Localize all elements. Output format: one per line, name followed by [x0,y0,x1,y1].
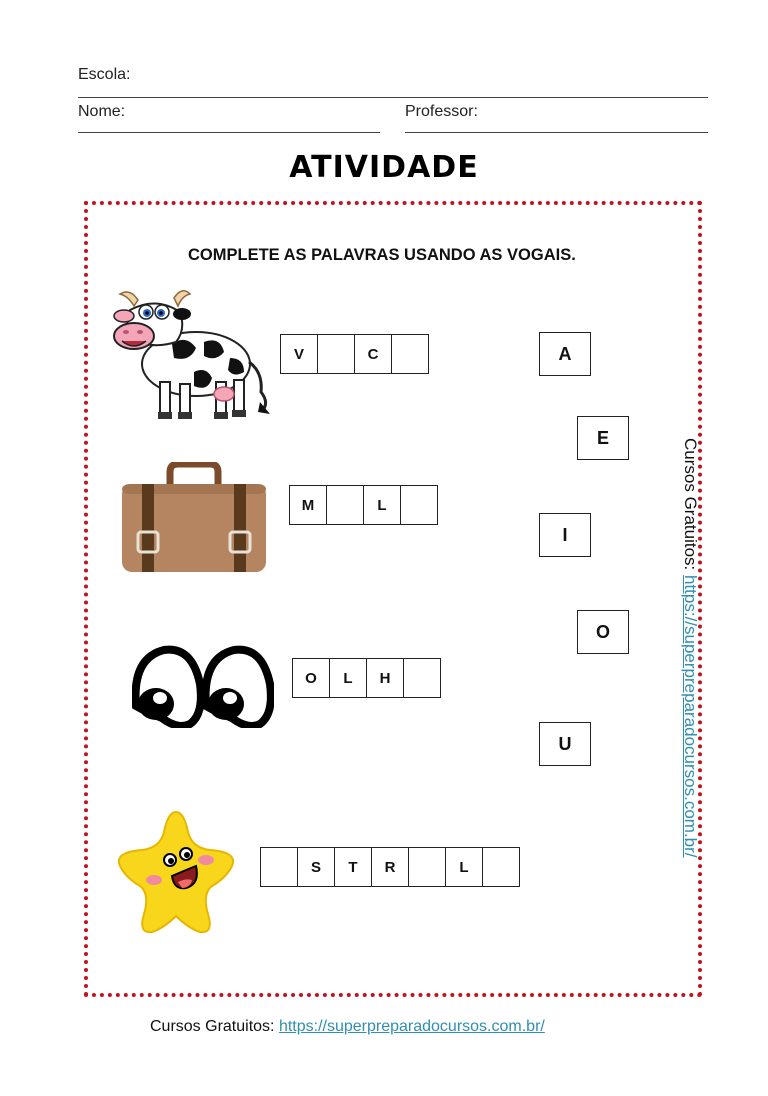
word-row-star [260,847,520,887]
letter-cell[interactable]: V [280,334,318,374]
vowel-box-o[interactable]: O [577,610,629,654]
suitcase-picture [120,462,268,574]
letter-cell[interactable] [408,847,446,887]
letter-cell[interactable]: M [289,485,327,525]
word-row-eyes [292,658,441,698]
side-note [680,438,700,858]
star-picture [114,808,240,936]
side-note-label: Cursos Gratuitos: [681,438,700,575]
eyes-picture [132,644,274,728]
letter-cell[interactable]: L [445,847,483,887]
letter-cell[interactable]: L [363,485,401,525]
footer [150,1018,545,1036]
letter-cell[interactable] [326,485,364,525]
page-title: ATIVIDADE [289,150,479,185]
letter-cell[interactable]: R [371,847,409,887]
letter-cell[interactable] [317,334,355,374]
vowel-box-u[interactable]: U [539,722,591,766]
word-row-suitcase [289,485,438,525]
letter-cell[interactable] [400,485,438,525]
teacher-label: Professor: [405,103,478,120]
name-label: Nome: [78,103,126,120]
side-note-link[interactable]: https://superpreparadocursos.com.br/ [681,575,700,858]
letter-cell[interactable] [482,847,520,887]
cow-picture [112,286,274,424]
vowel-box-i[interactable]: I [539,513,591,557]
footer-link[interactable]: https://superpreparadocursos.com.br/ [278,1018,545,1035]
letter-cell[interactable] [403,658,441,698]
word-row-cow [280,334,429,374]
instruction-text: COMPLETE AS PALAVRAS USANDO AS VOGAIS. [188,246,576,264]
letter-cell[interactable]: L [329,658,367,698]
name-line [78,132,380,133]
teacher-line [405,132,708,133]
letter-cell[interactable]: C [354,334,392,374]
letter-cell[interactable] [260,847,298,887]
school-label: Escola: [78,66,131,83]
letter-cell[interactable]: H [366,658,404,698]
letter-cell[interactable]: S [297,847,335,887]
vowel-box-a[interactable]: A [539,332,591,376]
letter-cell[interactable] [391,334,429,374]
letter-cell[interactable]: O [292,658,330,698]
school-line [78,97,708,98]
letter-cell[interactable]: T [334,847,372,887]
vowel-box-e[interactable]: E [577,416,629,460]
footer-label: Cursos Gratuitos: [150,1018,279,1035]
